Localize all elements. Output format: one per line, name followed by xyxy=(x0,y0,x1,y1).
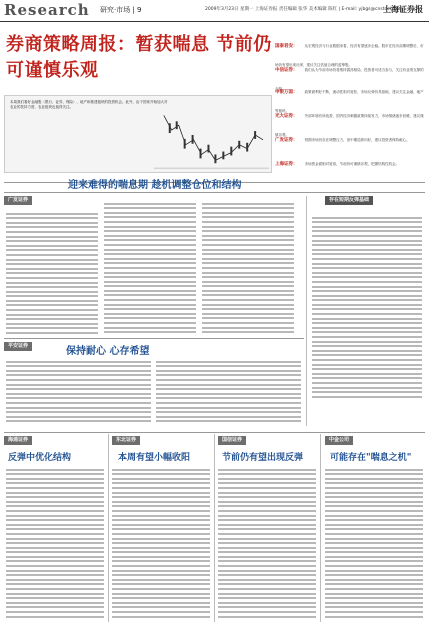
page-header xyxy=(0,0,429,22)
brand-logo: Research xyxy=(4,1,90,19)
article-column xyxy=(312,214,422,404)
source-tag: 存在短期反弹基础 xyxy=(325,196,373,205)
broker-name: 国泰君安： xyxy=(275,44,298,49)
broker-name: 上海证券： xyxy=(275,162,298,167)
column-divider xyxy=(214,434,215,622)
article-column xyxy=(202,200,294,338)
newspaper-name: 上海证券报 xyxy=(383,4,423,14)
article-headline: 节前仍有望出现反弹 xyxy=(222,453,304,463)
broker-name: 广发证券： xyxy=(275,138,298,143)
article-column xyxy=(218,466,316,622)
broker-view xyxy=(275,126,427,145)
broker-name: 光大证券： xyxy=(275,114,298,119)
broker-text: 我们认为节前市场仍将维持震荡格局，投资者可适当参与，关注有业绩支撑的个股。 xyxy=(275,68,424,91)
source-tag: 东北证券 xyxy=(112,436,140,445)
article-column xyxy=(6,358,151,428)
article-column xyxy=(156,358,301,428)
broker-views-list xyxy=(275,32,427,182)
column-divider xyxy=(320,434,321,622)
section-divider xyxy=(4,432,425,433)
photo-caption: 本周我们看好金融股（银行、证券、保险）、地产和基建板块的投资机会。此外，由于国家开始加大对农业的扶持力度，农业板块也值得关注。 xyxy=(10,100,168,109)
broker-name: 中信证券： xyxy=(275,68,298,73)
article-column xyxy=(112,466,210,622)
article-headline: 保持耐心 心存希望 xyxy=(66,346,150,357)
article-column xyxy=(6,210,98,338)
sub-headline: 迎来难得的喘息期 趁机调整仓位和结构 xyxy=(68,180,242,191)
main-headline: 券商策略周报：暂获喘息 节前仍可谨慎乐观 xyxy=(6,34,272,81)
broker-text: 市场资金面相对宽裕，节前仍可谨慎乐观，把握结构性机会。 xyxy=(304,162,400,166)
source-tag: 广发证券 xyxy=(4,196,32,205)
source-tag: 中金公司 xyxy=(325,436,353,445)
article-headline: 本周有望小幅收阳 xyxy=(118,453,191,463)
section-divider xyxy=(4,192,425,193)
broker-name: 申银万国： xyxy=(275,90,298,95)
source-tag: 平安证券 xyxy=(4,342,32,351)
article-headline: 可能存在"喘息之机" xyxy=(330,453,412,463)
date-line: 2009年3月23日 星期一 上海证券报 责任编辑 张华 美术编辑 陈红 | E-mail: yjbgs@cnstock.com xyxy=(205,7,404,12)
article-column xyxy=(6,466,104,622)
broker-view xyxy=(275,150,427,169)
broker-text: 政策面利好不断，流动性相对宽松，市场反弹仍具基础，建议关注金融、地产等板块。 xyxy=(275,90,424,113)
section-divider xyxy=(4,338,304,339)
broker-text: 外部环境有所改善，国内经济刺激政策持续发力，市场情绪逐步回暖，建议谨慎乐观。 xyxy=(275,114,424,137)
source-tag: 海通证券 xyxy=(4,436,32,445)
section-label: 研究·市场 | 9 xyxy=(100,6,142,14)
article-column xyxy=(104,200,196,338)
article-headline: 反弹中优化结构 xyxy=(8,453,72,463)
broker-text: 从宏观经济与行业数据来看，经济有望逐步企稳。股市在经历前期调整后，市场仍有望出现反弹，建议关注估值合理的蓝筹股。 xyxy=(275,44,424,67)
broker-text: 短期市场仍存在调整压力，但中期趋势向好，建议投资者保持耐心。 xyxy=(304,138,410,142)
column-divider xyxy=(306,196,307,426)
article-column xyxy=(325,466,423,622)
source-tag: 国信证券 xyxy=(218,436,246,445)
column-divider xyxy=(108,434,109,622)
